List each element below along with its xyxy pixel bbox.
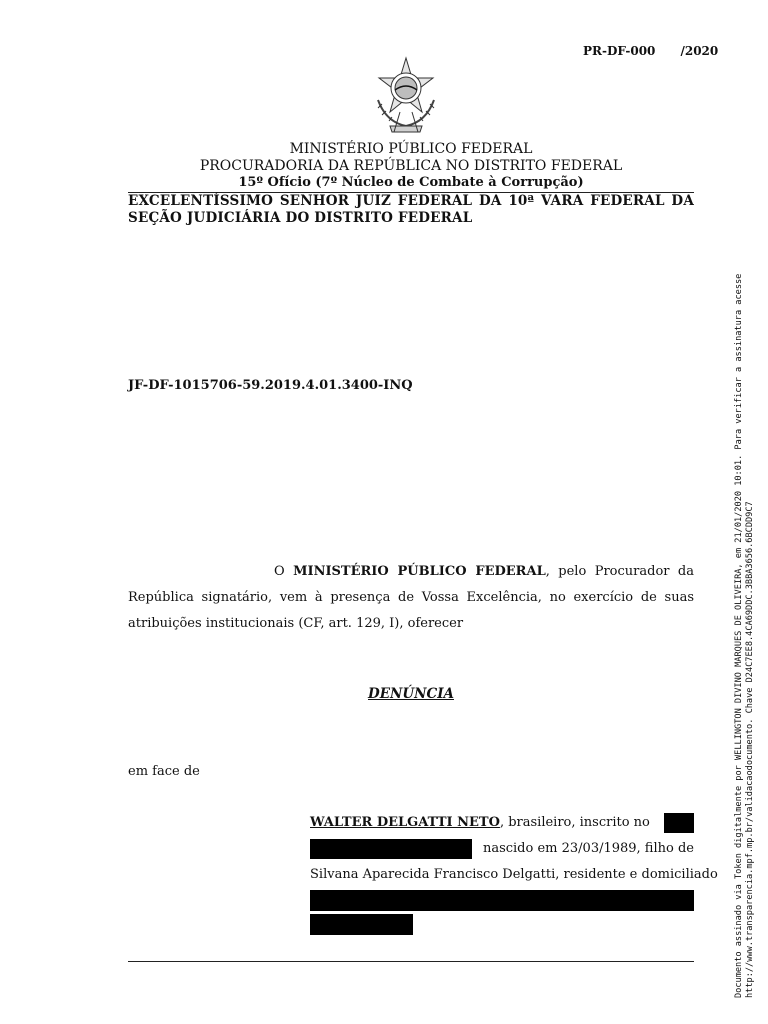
intro-institution: MINISTÉRIO PÚBLICO FEDERAL: [293, 564, 546, 579]
signature-notice: [734, 138, 756, 998]
footer-rule: [128, 961, 694, 962]
case-number: JF-DF-1015706-59.2019.4.01.3400-INQ: [128, 378, 413, 393]
document-title: DENÚNCIA: [368, 686, 454, 702]
defendant-line-1-text: , brasileiro, inscrito no: [499, 815, 650, 830]
intro-paragraph: [128, 559, 694, 637]
signature-notice-line-1: Documento assinado via Token digitalmente por WELLINGTON DIVINO MARQUES DE OLIVEIRA, em 21/01/2020 10:01. Para verificar a assinatura acesse: [734, 273, 744, 998]
against-label: em face de: [128, 764, 200, 779]
defendant-paragraph: [310, 810, 718, 940]
signature-notice-line-2: http://www.transparencia.mpf.mp.br/validacaodocumento. Chave D24C7EE8.4CA69DDC.3BBA3656.6BCDD9C7: [745, 501, 755, 998]
defendant-name: WALTER DELGATTI NETO: [310, 815, 500, 830]
defendant-line-2-text: nascido em 23/03/1989, filho de: [482, 841, 694, 856]
redaction-block: [310, 839, 472, 859]
redaction-block: [664, 813, 694, 833]
defendant-line-4: [310, 888, 694, 914]
addressee: EXCELENTÍSSIMO SENHOR JUIZ FEDERAL DA 10ª VARA FEDERAL DA SEÇÃO JUDICIÁRIA DO DISTRITO FEDERAL: [128, 193, 694, 226]
defendant-line-2: [310, 836, 694, 862]
defendant-line-3: [310, 862, 718, 888]
institution-name: MINISTÉRIO PÚBLICO FEDERAL: [289, 141, 533, 157]
coat-of-arms-icon: [370, 56, 442, 136]
division-name: 15º Ofício (7º Núcleo de Combate à Corrupção): [238, 175, 584, 190]
defendant-line-3-text: Silvana Aparecida Francisco Delgatti, residente e domiciliado: [310, 867, 718, 882]
defendant-line-1: [310, 810, 694, 836]
intro-prefix: O: [274, 564, 294, 579]
intro-text: , pelo Procurador da República signatário, vem à presença de Vossa Excelência, no exercício de suas atribuições institucionais (CF, art. 129, I), oferecer: [128, 564, 694, 631]
office-name: PROCURADORIA DA REPÚBLICA NO DISTRITO FEDERAL: [199, 158, 623, 174]
defendant-line-5: [310, 914, 694, 940]
redaction-block: [310, 914, 413, 935]
redaction-block: [310, 890, 694, 911]
document-reference: PR-DF-000 /2020: [583, 44, 719, 58]
